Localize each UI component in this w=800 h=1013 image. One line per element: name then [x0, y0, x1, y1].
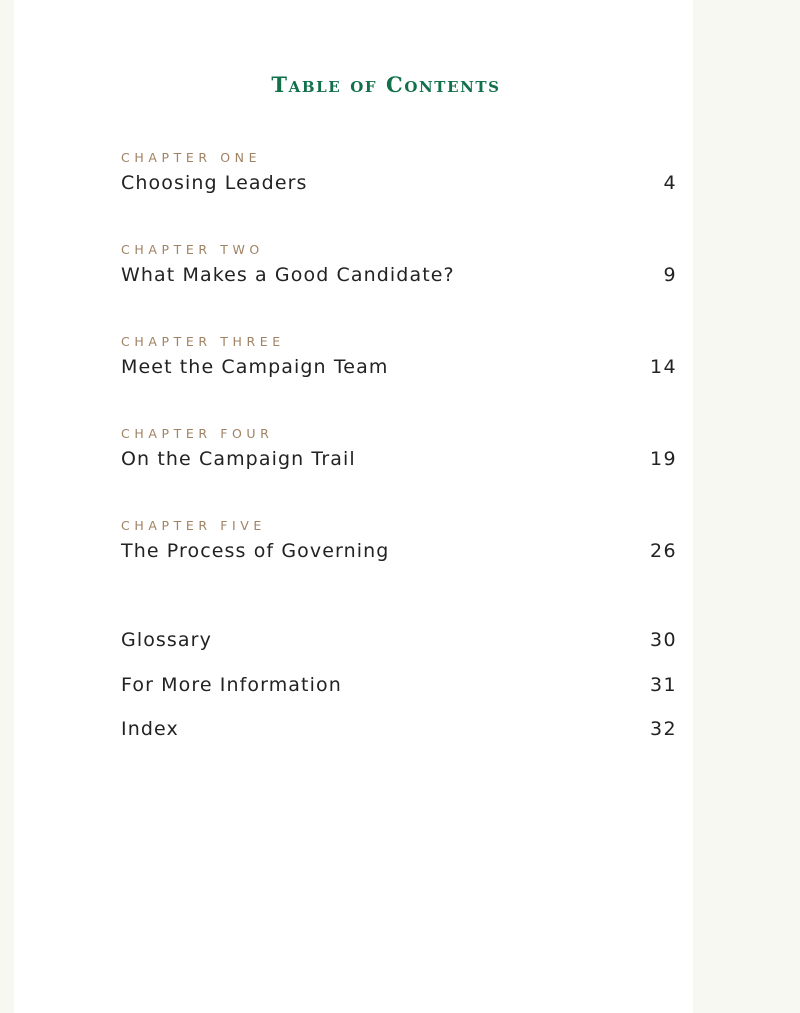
chapter-label: CHAPTER TWO: [121, 242, 264, 257]
page-title: Table of Contents: [271, 72, 501, 97]
toc-entry-more-information[interactable]: [121, 674, 677, 702]
page-number: 4: [663, 172, 677, 194]
page-number: 26: [650, 540, 677, 562]
entry-title: For More Information: [121, 674, 342, 696]
chapter-title: The Process of Governing: [121, 540, 390, 562]
entry-title: Glossary: [121, 629, 212, 651]
toc-chapter-1: [121, 150, 677, 210]
chapter-title: On the Campaign Trail: [121, 448, 356, 470]
chapter-title: Meet the Campaign Team: [121, 356, 389, 378]
chapter-label: CHAPTER FIVE: [121, 518, 266, 533]
chapter-label: CHAPTER ONE: [121, 150, 262, 165]
page-number: 32: [650, 718, 677, 740]
toc-chapter-5: [121, 518, 677, 578]
page-number: 9: [663, 264, 677, 286]
entry-title: Index: [121, 718, 179, 740]
toc-entry[interactable]: [121, 540, 677, 568]
toc-entry-index[interactable]: [121, 718, 677, 746]
chapter-label: CHAPTER FOUR: [121, 426, 274, 441]
chapter-title: Choosing Leaders: [121, 172, 308, 194]
page-number: 19: [650, 448, 677, 470]
toc-entry[interactable]: [121, 172, 677, 200]
toc-chapter-3: [121, 334, 677, 394]
toc-entry[interactable]: [121, 264, 677, 292]
toc-entry-glossary[interactable]: [121, 629, 677, 657]
page-number: 14: [650, 356, 677, 378]
chapter-label: CHAPTER THREE: [121, 334, 285, 349]
toc-entry[interactable]: [121, 356, 677, 384]
toc-chapter-2: [121, 242, 677, 302]
chapter-title: What Makes a Good Candidate?: [121, 264, 455, 286]
toc-entry[interactable]: [121, 448, 677, 476]
page-number: 31: [650, 674, 677, 696]
toc-chapter-4: [121, 426, 677, 486]
page-number: 30: [650, 629, 677, 651]
